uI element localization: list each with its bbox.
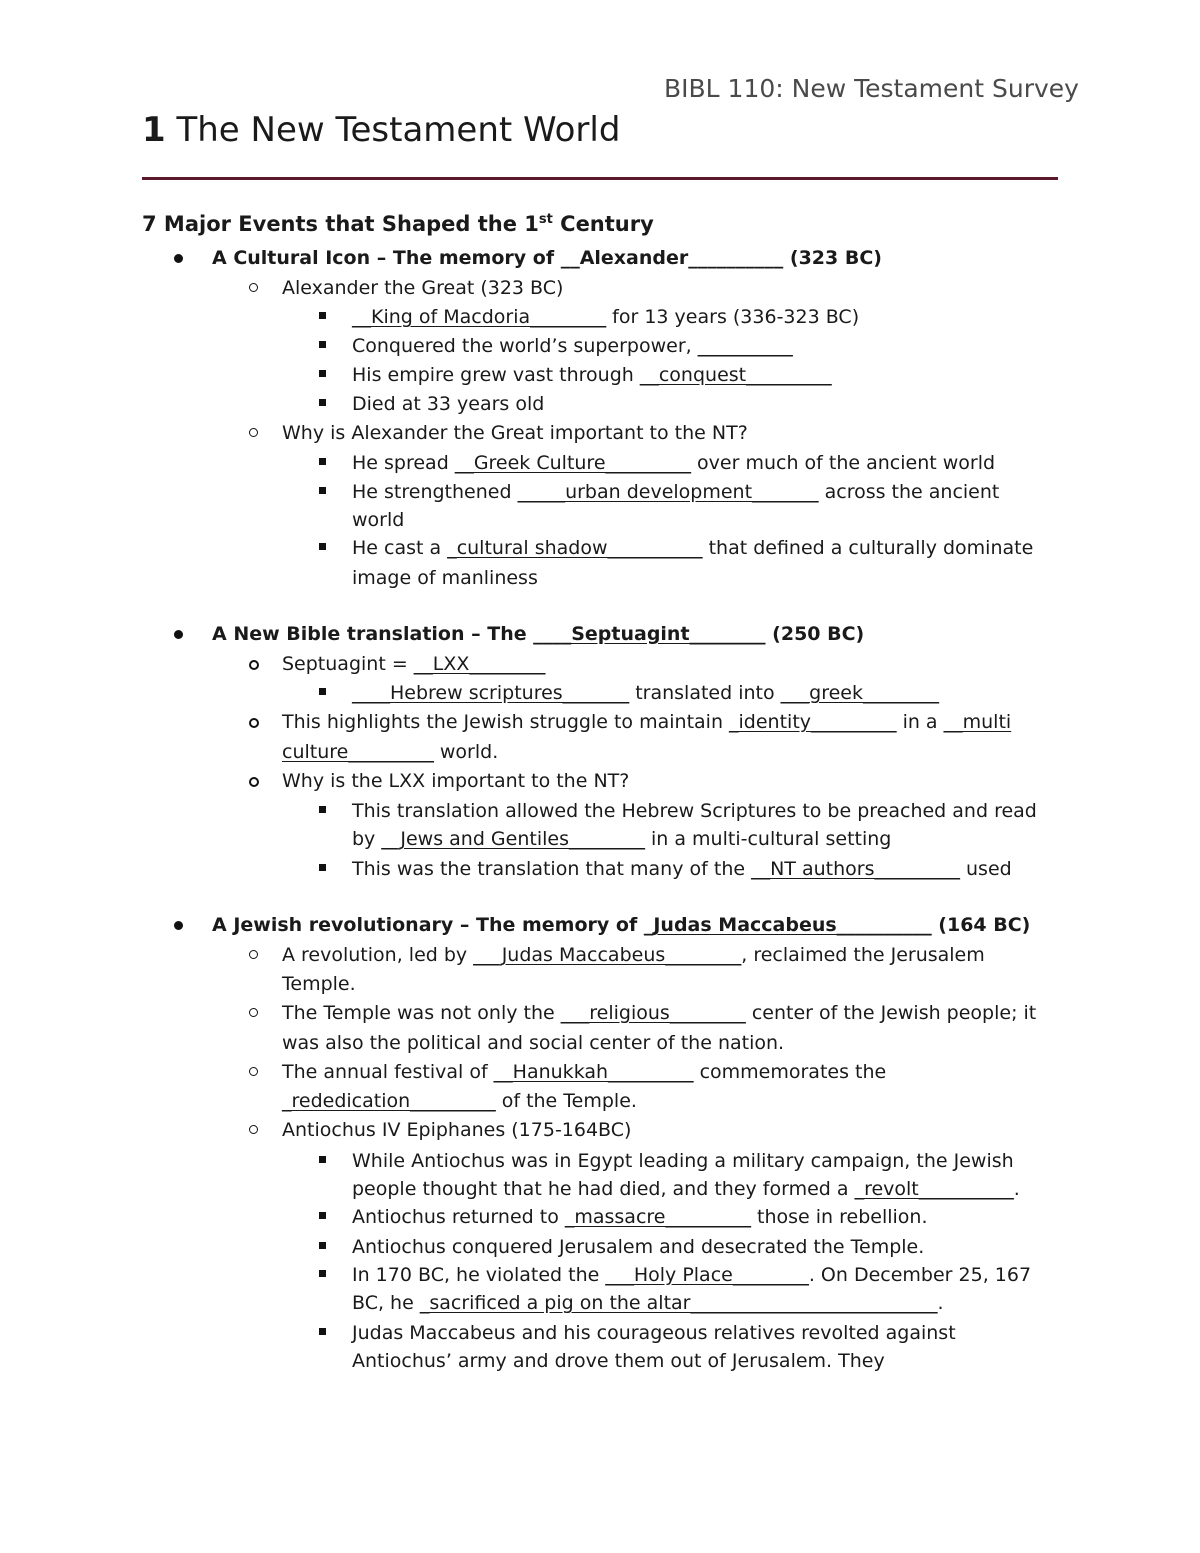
list-item: Antiochus IV Epiphanes (175-164BC) [282, 1119, 632, 1141]
fill-blank: __King of Macdoria________ [352, 306, 607, 328]
item-text: His empire grew vast through [352, 364, 640, 386]
item-text: This was the translation that many of the [352, 858, 752, 880]
bullet-square [319, 1328, 326, 1335]
title-divider [142, 177, 1058, 180]
bullet-square [319, 688, 326, 695]
bullet-square [319, 341, 326, 348]
page-title [142, 110, 620, 150]
heading-text: A New Bible translation – The [212, 623, 534, 645]
list-item-continuation: was also the political and social center of the nation. [282, 1032, 785, 1054]
fill-blank: ____Hebrew scriptures_______ [352, 682, 630, 704]
bullet-square [319, 1156, 326, 1163]
item-text: In 170 BC, he violated the [352, 1264, 606, 1286]
list-item: Why is Alexander the Great important to the NT? [282, 422, 748, 444]
list-item: While Antiochus was in Egypt leading a military campaign, the Jewish [352, 1150, 1014, 1172]
event-heading-maccabeus [212, 913, 1030, 937]
list-item-continuation: Temple. [282, 973, 356, 995]
item-text: commemorates the [693, 1061, 887, 1083]
item-text: those in rebellion. [750, 1206, 928, 1228]
list-item [352, 334, 793, 358]
fill-blank: __Alexander__________ [560, 247, 784, 269]
bullet-dot [174, 254, 183, 263]
list-item-continuation [282, 740, 498, 764]
fill-blank: __NT authors_________ [751, 858, 960, 880]
bullet-dot [174, 630, 183, 639]
bullet-circle [249, 428, 258, 437]
bullet-square [319, 487, 326, 494]
bullet-circle [249, 1067, 258, 1076]
list-item [352, 857, 1012, 881]
fill-blank: _identity_________ [729, 711, 897, 733]
bullet-square [319, 370, 326, 377]
list-item [352, 536, 1033, 560]
list-item [352, 1205, 928, 1229]
bullet-square [319, 1270, 326, 1277]
bullet-square [319, 1212, 326, 1219]
list-item [352, 363, 832, 387]
fill-blank: ___Judas Maccabeus________ [473, 944, 742, 966]
item-text: He cast a [352, 537, 448, 559]
fill-blank: _rededication_________ [282, 1090, 496, 1112]
list-item: Alexander the Great (323 BC) [282, 277, 564, 299]
fill-blank: _Judas Maccabeus__________ [643, 914, 932, 936]
list-item-continuation: world [352, 509, 405, 531]
item-text: people thought that he had died, and they formed a [352, 1178, 855, 1200]
list-item [282, 652, 545, 676]
course-header: BIBL 110: New Testament Survey [664, 74, 1079, 103]
bullet-square [319, 458, 326, 465]
item-text: Septuagint = [282, 653, 414, 675]
item-text: in a multi-cultural setting [644, 828, 892, 850]
fill-blank: _revolt__________ [854, 1178, 1014, 1200]
bullet-square [319, 543, 326, 550]
heading-date: (323 BC) [783, 247, 882, 269]
item-text: The annual festival of [282, 1061, 494, 1083]
list-item [282, 710, 1011, 734]
bullet-square [319, 806, 326, 813]
bullet-square [319, 312, 326, 319]
item-text: over much of the ancient world [691, 452, 996, 474]
list-item-continuation: image of manliness [352, 567, 538, 589]
list-item [352, 681, 939, 705]
list-item [282, 1060, 886, 1084]
item-text: A revolution, led by [282, 944, 474, 966]
bullet-circle [249, 660, 259, 670]
list-item: Judas Maccabeus and his courageous relatives revolted against [352, 1322, 956, 1344]
item-text: translated into [629, 682, 781, 704]
list-item-continuation [352, 1177, 1020, 1201]
bullet-circle [249, 950, 258, 959]
item-text: Antiochus returned to [352, 1206, 565, 1228]
fill-blank: ___Holy Place________ [605, 1264, 809, 1286]
item-text: center of the Jewish people; it [745, 1002, 1037, 1024]
fill-blank: _sacrificed a pig on the altar__________________________ [419, 1292, 938, 1314]
item-text: Conquered the world’s superpower, [352, 335, 698, 357]
item-text: He spread [352, 452, 455, 474]
fill-blank: __Greek Culture_________ [454, 452, 692, 474]
fill-blank: ____Septuagint________ [533, 623, 766, 645]
fill-blank: __________ [697, 335, 793, 357]
item-text: . [937, 1292, 944, 1314]
fill-blank: _cultural shadow__________ [447, 537, 703, 559]
section-heading [142, 212, 654, 236]
list-item-continuation [282, 1089, 637, 1113]
title-text: The New Testament World [165, 110, 621, 150]
section-heading-text: 7 Major Events that Shaped the 1 [142, 212, 539, 236]
event-heading-alexander [212, 246, 882, 270]
bullet-square [319, 864, 326, 871]
item-text: in a [896, 711, 944, 733]
bullet-circle [249, 1008, 258, 1017]
list-item [352, 451, 995, 475]
heading-text: A Cultural Icon – The memory of [212, 247, 561, 269]
fill-blank: __Hanukkah_________ [493, 1061, 694, 1083]
fill-blank: _____urban development_______ [517, 481, 819, 503]
item-text: BC, he [352, 1292, 420, 1314]
item-text: by [352, 828, 382, 850]
item-text: of the Temple. [495, 1090, 637, 1112]
item-text: that defined a culturally dominate [702, 537, 1034, 559]
item-text: , reclaimed the Jerusalem [741, 944, 985, 966]
bullet-dot [174, 921, 183, 930]
list-item [282, 1001, 1036, 1025]
section-heading-sup: st [538, 212, 553, 227]
item-text: The Temple was not only the [282, 1002, 561, 1024]
bullet-square [319, 1242, 326, 1249]
list-item [352, 305, 859, 329]
list-item [352, 480, 999, 504]
list-item: Antiochus conquered Jerusalem and desecrated the Temple. [352, 1236, 925, 1258]
item-text: . [1013, 1178, 1020, 1200]
heading-date: (250 BC) [765, 623, 865, 645]
event-heading-septuagint [212, 622, 864, 646]
list-item [352, 1263, 1031, 1287]
list-item-continuation: Antiochus’ army and drove them out of Jerusalem. They [352, 1350, 885, 1372]
title-number: 1 [142, 110, 166, 150]
bullet-circle [249, 777, 259, 787]
item-text: world. [433, 741, 499, 763]
fill-blank: __LXX________ [413, 653, 546, 675]
fill-blank: _massacre_________ [564, 1206, 751, 1228]
list-item [282, 943, 985, 967]
list-item: Died at 33 years old [352, 393, 545, 415]
list-item: Why is the LXX important to the NT? [282, 770, 630, 792]
fill-blank: ___greek________ [780, 682, 939, 704]
item-text: for 13 years (336-323 BC) [606, 306, 860, 328]
bullet-circle [249, 1125, 258, 1134]
list-item: This translation allowed the Hebrew Scriptures to be preached and read [352, 800, 1037, 822]
fill-blank: __Jews and Gentiles________ [381, 828, 645, 850]
heading-text: A Jewish revolutionary – The memory of [212, 914, 644, 936]
item-text: . On December 25, 167 [808, 1264, 1032, 1286]
bullet-circle [249, 283, 258, 292]
heading-date: (164 BC) [931, 914, 1031, 936]
fill-blank: __multi [943, 711, 1012, 733]
bullet-circle [249, 718, 259, 728]
fill-blank: culture_________ [282, 741, 434, 763]
bullet-square [319, 399, 326, 406]
section-heading-end: Century [552, 212, 654, 236]
item-text: used [959, 858, 1012, 880]
fill-blank: ___religious________ [560, 1002, 746, 1024]
item-text: This highlights the Jewish struggle to maintain [282, 711, 730, 733]
item-text: across the ancient [818, 481, 1000, 503]
list-item-continuation [352, 1291, 944, 1315]
fill-blank: __conquest_________ [639, 364, 832, 386]
item-text: He strengthened [352, 481, 518, 503]
list-item-continuation [352, 827, 891, 851]
